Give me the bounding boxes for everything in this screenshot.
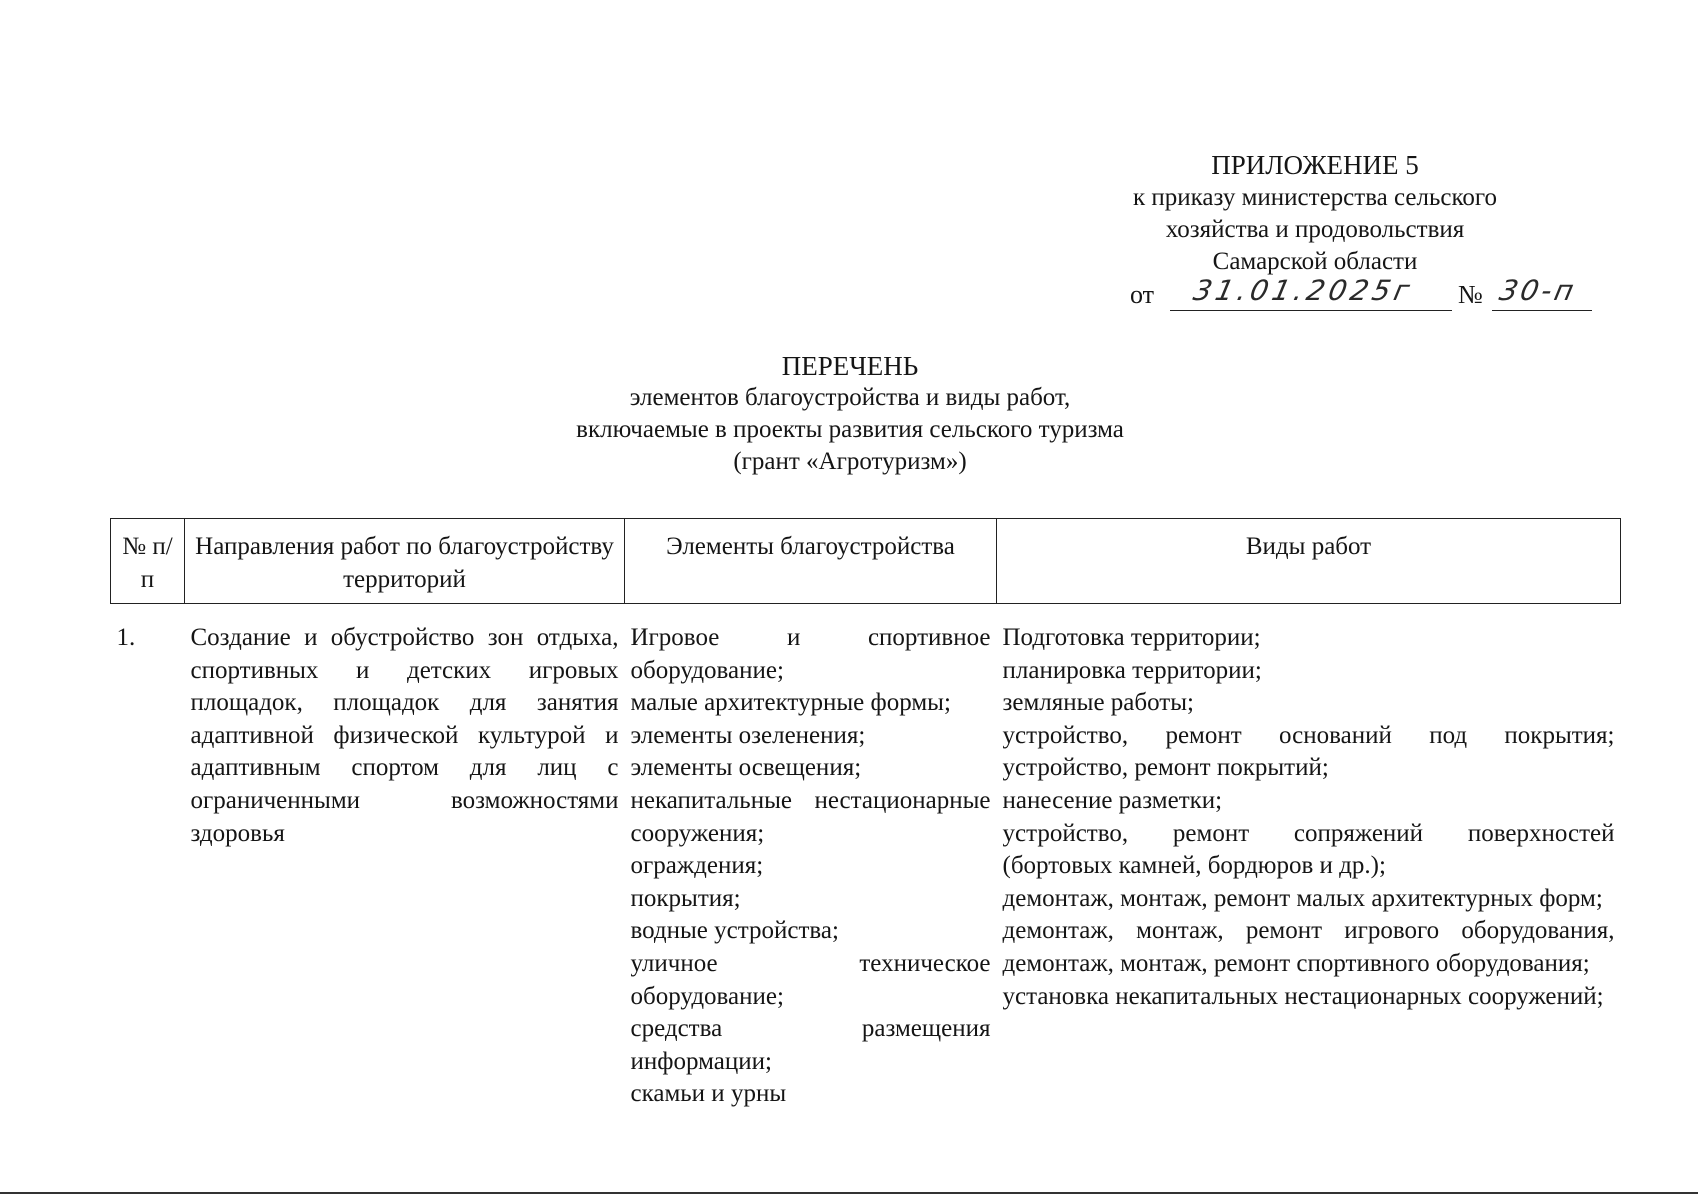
order-date-handwritten: 31.01.2025г <box>1190 274 1417 307</box>
order-number-handwritten: 30-п <box>1496 274 1580 307</box>
row-elements <box>625 622 997 1111</box>
element-item: малые архитектурные формы; <box>630 689 951 717</box>
appendix-line-1: к приказу министерства сельского <box>1132 184 1497 211</box>
work-item: Подготовка территории; <box>1002 624 1261 651</box>
number-label: № <box>1458 280 1483 309</box>
work-item: нанесение разметки; <box>1002 786 1223 814</box>
row-direction: Создание и обустройство зон отдыха, спортивных и детских игровых площадок, площадок для занятия адаптивной физической культурой и адаптивным спортом для лиц с ограниченными возможностями здоровья <box>190 624 619 847</box>
work-item: планировка территории; <box>1002 656 1262 684</box>
work-item: устройство, ремонт оснований под покрытия; устройство, ремонт покрытий; <box>1002 721 1615 782</box>
element-item: элементы освещения; <box>630 754 862 782</box>
header-elements: Элементы благоустройства <box>625 519 997 604</box>
element-item: средства размещения информации; <box>630 1015 991 1075</box>
heading-line-3: (грант «Агротуризм») <box>733 448 967 475</box>
order-number-field <box>1492 276 1592 311</box>
element-item: ограждения; <box>630 852 764 880</box>
heading-title: ПЕРЕЧЕНЬ <box>781 351 919 381</box>
element-item: некапитальные нестационарные сооружения; <box>630 786 991 847</box>
header-direction: Направления работ по благоустройству территорий <box>185 519 625 604</box>
table-row <box>111 622 1621 1111</box>
order-date-field <box>1170 276 1452 311</box>
element-item: водные устройства; <box>630 917 839 945</box>
appendix-block <box>1090 148 1540 278</box>
row-works <box>997 622 1621 1111</box>
works-table <box>110 518 1621 1111</box>
work-item: устройство, ремонт сопряжений поверхностей (бортовых камней, бордюров и др.); <box>1002 819 1615 880</box>
row-num: 1. <box>116 624 136 651</box>
appendix-title: ПРИЛОЖЕНИЕ 5 <box>1211 150 1419 180</box>
element-item: Игровое и спортивное оборудование; <box>630 624 991 684</box>
table-spacer <box>111 604 1621 623</box>
page-bottom-rule <box>0 1192 1698 1194</box>
element-item: элементы озеленения; <box>630 721 866 749</box>
appendix-line-3: Самарской области <box>1212 248 1418 275</box>
work-item: демонтаж, монтаж, ремонт малых архитектурных форм; <box>1002 884 1603 912</box>
work-item: установка некапитальных нестационарных сооружений; <box>1002 982 1604 1010</box>
heading-line-2: включаемые в проекты развития сельского туризма <box>576 416 1124 443</box>
element-item: покрытия; <box>630 884 741 912</box>
element-item: скамьи и урны <box>630 1080 787 1108</box>
header-works: Виды работ <box>997 519 1621 604</box>
element-item: уличное техническое оборудование; <box>630 949 991 1010</box>
from-label: от <box>1130 280 1155 309</box>
heading-line-1: элементов благоустройства и виды работ, <box>629 384 1071 411</box>
work-item: демонтаж, монтаж, ремонт игрового оборудования, демонтаж, монтаж, ремонт спортивного оборудования; <box>1002 917 1615 977</box>
header-num: № п/п <box>111 519 185 604</box>
work-item: земляные работы; <box>1002 689 1194 717</box>
appendix-line-2: хозяйства и продовольствия <box>1165 216 1465 243</box>
document-heading <box>400 350 1300 478</box>
table-header-row <box>111 519 1621 604</box>
